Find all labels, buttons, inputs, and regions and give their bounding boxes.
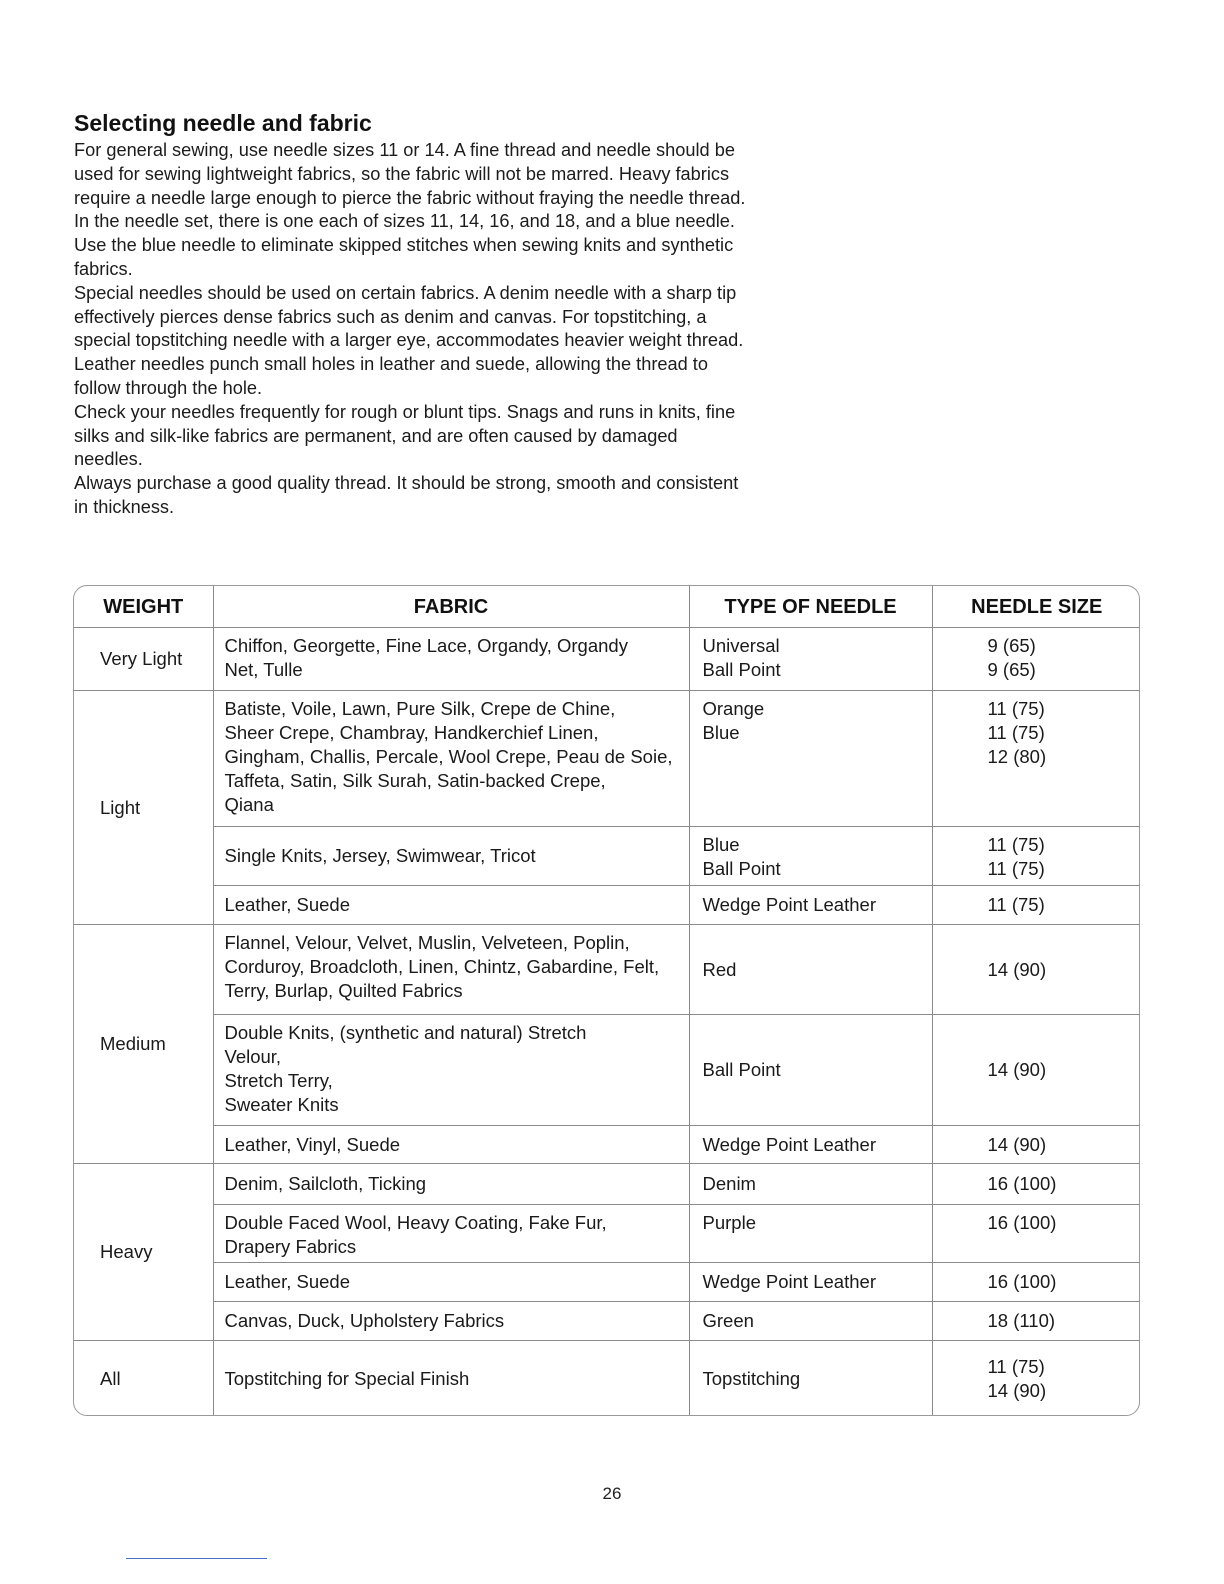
fabric-cell <box>213 827 689 886</box>
footer-rule <box>126 1558 267 1559</box>
table-row <box>74 1126 1140 1164</box>
size-line: 11 (75) <box>987 894 1045 915</box>
intro-line: effectively pierces dense fabrics such as denim and canvas. For topstitching, a <box>74 306 707 327</box>
needle-cell <box>689 1205 932 1263</box>
weight-cell: Heavy <box>74 1164 213 1341</box>
needle-cell <box>689 827 932 886</box>
fabric-line: Gingham, Challis, Percale, Wool Crepe, Peau de Soie, <box>224 746 673 767</box>
needle-line: Denim <box>702 1173 756 1194</box>
fabric-cell <box>213 1126 689 1164</box>
needle-line: Wedge Point Leather <box>702 1133 876 1155</box>
intro-line: special topstitching needle with a larger eye, accommodates heavier weight thread. <box>74 330 744 351</box>
size-cell <box>932 1015 1140 1126</box>
header-needle-size: NEEDLE SIZE <box>932 586 1140 628</box>
size-line: 9 (65) <box>987 635 1036 656</box>
intro-paragraph <box>74 472 814 520</box>
needle-fabric-table <box>73 585 1140 1416</box>
fabric-cell <box>213 886 689 925</box>
needle-cell <box>689 886 932 925</box>
size-line: 11 (75) <box>987 834 1045 855</box>
needle-line: Orange <box>702 698 765 719</box>
fabric-line: Stretch Terry, <box>224 1070 333 1091</box>
fabric-line: Flannel, Velour, Velvet, Muslin, Velveteen, Poplin, <box>224 932 630 953</box>
fabric-cell <box>213 1015 689 1126</box>
fabric-line: Net, Tulle <box>224 659 303 680</box>
intro-paragraph <box>74 139 814 282</box>
size-line: 14 (90) <box>987 1133 1047 1155</box>
needle-line: Red <box>702 958 737 980</box>
fabric-cell <box>213 691 689 827</box>
size-line: 16 (100) <box>987 1173 1057 1194</box>
size-line: 14 (90) <box>987 958 1047 980</box>
fabric-line: Denim, Sailcloth, Ticking <box>224 1173 427 1194</box>
fabric-line: Corduroy, Broadcloth, Linen, Chintz, Gabardine, Felt, <box>224 956 660 977</box>
fabric-cell <box>213 628 689 691</box>
size-cell <box>932 886 1140 925</box>
needle-line: Universal <box>702 635 780 656</box>
size-cell <box>932 628 1140 691</box>
size-cell <box>932 925 1140 1015</box>
intro-paragraph <box>74 282 814 401</box>
fabric-cell <box>213 1205 689 1263</box>
size-cell <box>932 1302 1140 1341</box>
table-row <box>74 1302 1140 1341</box>
size-line: 16 (100) <box>987 1212 1057 1233</box>
needle-line: Topstitching <box>702 1367 801 1389</box>
fabric-line: Double Faced Wool, Heavy Coating, Fake Fur, <box>224 1212 607 1233</box>
size-line: 11 (75) <box>987 858 1045 879</box>
fabric-line: Sweater Knits <box>224 1094 339 1115</box>
needle-line: Ball Point <box>702 858 781 879</box>
needle-line: Green <box>702 1310 754 1331</box>
intro-line: fabrics. <box>74 258 133 279</box>
fabric-cell <box>213 1341 689 1417</box>
intro-line: In the needle set, there is one each of sizes 11, 14, 16, and 18, and a blue needle. <box>74 211 735 232</box>
size-line: 11 (75) <box>987 1355 1045 1377</box>
needle-cell <box>689 1015 932 1126</box>
needle-line: Ball Point <box>702 659 781 680</box>
section-title: Selecting needle and fabric <box>74 110 372 136</box>
fabric-line: Qiana <box>224 794 274 815</box>
weight-cell: Very Light <box>74 628 213 691</box>
fabric-line: Terry, Burlap, Quilted Fabrics <box>224 980 463 1001</box>
intro-line: follow through the hole. <box>74 377 263 398</box>
weight-cell: Light <box>74 691 213 925</box>
needle-line: Blue <box>702 834 740 855</box>
fabric-line: Leather, Suede <box>224 1271 350 1292</box>
fabric-cell <box>213 925 689 1015</box>
table-row <box>74 1263 1140 1302</box>
fabric-line: Canvas, Duck, Upholstery Fabrics <box>224 1310 505 1331</box>
needle-line: Purple <box>702 1212 756 1233</box>
size-cell <box>932 1341 1140 1417</box>
fabric-cell <box>213 1302 689 1341</box>
intro-line: Use the blue needle to eliminate skipped stitches when sewing knits and synthetic <box>74 235 734 256</box>
intro-paragraph <box>74 401 814 472</box>
intro-line: Leather needles punch small holes in leather and suede, allowing the thread to <box>74 354 708 375</box>
table-row <box>74 1164 1140 1205</box>
needle-line: Wedge Point Leather <box>702 894 876 915</box>
fabric-line: Topstitching for Special Finish <box>224 1367 470 1389</box>
needle-cell <box>689 1126 932 1164</box>
table-row <box>74 1015 1140 1126</box>
fabric-line: Chiffon, Georgette, Fine Lace, Organdy, Organdy <box>224 635 628 656</box>
table-row <box>74 628 1140 691</box>
size-cell <box>932 1164 1140 1205</box>
intro-line: Check your needles frequently for rough or blunt tips. Snags and runs in knits, fine <box>74 401 736 422</box>
intro-line: silks and silk-like fabrics are permanent, and are often caused by damaged <box>74 425 678 446</box>
needle-line: Ball Point <box>702 1059 781 1080</box>
size-line: 14 (90) <box>987 1059 1047 1080</box>
size-cell <box>932 691 1140 827</box>
table-row <box>74 691 1140 827</box>
fabric-line: Drapery Fabrics <box>224 1236 357 1257</box>
intro-line: Special needles should be used on certain fabrics. A denim needle with a sharp tip <box>74 282 737 303</box>
size-line: 11 (75) <box>987 698 1045 719</box>
needle-cell <box>689 691 932 827</box>
table-row <box>74 1341 1140 1417</box>
fabric-line: Leather, Vinyl, Suede <box>224 1133 401 1155</box>
size-line: 18 (110) <box>987 1310 1056 1331</box>
fabric-line: Leather, Suede <box>224 894 350 915</box>
size-line: 11 (75) <box>987 722 1045 743</box>
fabric-line: Batiste, Voile, Lawn, Pure Silk, Crepe de Chine, <box>224 698 616 719</box>
size-cell <box>932 827 1140 886</box>
intro-line: require a needle large enough to pierce the fabric without fraying the needle thread. <box>74 187 746 208</box>
weight-cell: Medium <box>74 925 213 1164</box>
needle-cell <box>689 925 932 1015</box>
table-row <box>74 827 1140 886</box>
fabric-line: Single Knits, Jersey, Swimwear, Tricot <box>224 845 536 866</box>
intro-text <box>74 139 814 520</box>
needle-line: Blue <box>702 722 740 743</box>
header-fabric: FABRIC <box>213 586 689 628</box>
fabric-cell <box>213 1164 689 1205</box>
table-row <box>74 886 1140 925</box>
size-cell <box>932 1263 1140 1302</box>
table-row <box>74 1205 1140 1263</box>
fabric-line: Velour, <box>224 1046 282 1067</box>
size-cell <box>932 1205 1140 1263</box>
intro-line: Always purchase a good quality thread. It should be strong, smooth and consistent <box>74 473 739 494</box>
needle-cell <box>689 1263 932 1302</box>
size-line: 16 (100) <box>987 1271 1057 1292</box>
size-line: 14 (90) <box>987 1379 1047 1401</box>
fabric-line: Sheer Crepe, Chambray, Handkerchief Linen, <box>224 722 599 743</box>
table-row <box>74 925 1140 1015</box>
header-weight: WEIGHT <box>74 586 213 628</box>
header-type-of-needle: TYPE OF NEEDLE <box>689 586 932 628</box>
needle-line: Wedge Point Leather <box>702 1271 876 1292</box>
needle-cell <box>689 1341 932 1417</box>
intro-line: used for sewing lightweight fabrics, so the fabric will not be marred. Heavy fabrics <box>74 163 730 184</box>
size-line: 9 (65) <box>987 659 1036 680</box>
needle-cell <box>689 1164 932 1205</box>
intro-line: in thickness. <box>74 496 175 517</box>
size-line: 12 (80) <box>987 746 1047 767</box>
needle-cell <box>689 628 932 691</box>
weight-cell: All <box>74 1341 213 1417</box>
intro-line: needles. <box>74 449 143 470</box>
intro-line: For general sewing, use needle sizes 11 or 14. A fine thread and needle should be <box>74 140 735 160</box>
needle-cell <box>689 1302 932 1341</box>
fabric-cell <box>213 1263 689 1302</box>
page-number: 26 <box>602 1484 622 1503</box>
fabric-line: Double Knits, (synthetic and natural) Stretch <box>224 1022 587 1043</box>
fabric-line: Taffeta, Satin, Silk Surah, Satin-backed Crepe, <box>224 770 606 791</box>
size-cell <box>932 1126 1140 1164</box>
table-header-row <box>74 586 1140 628</box>
